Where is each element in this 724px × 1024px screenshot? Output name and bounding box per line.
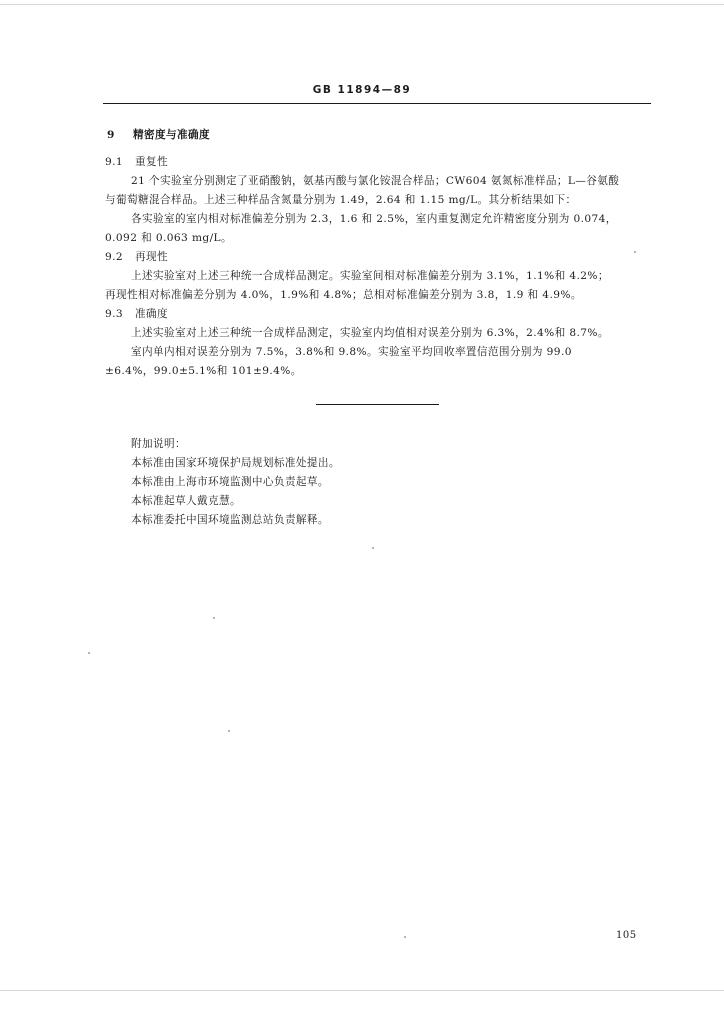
- note-line: 本标准由国家环境保护局规划标准处提出。: [131, 457, 340, 469]
- subsection-9-3-heading: [105, 307, 168, 321]
- subsection-title: 准确度: [135, 308, 168, 320]
- scan-speck: [634, 251, 636, 253]
- scan-edge-top: [0, 4, 724, 5]
- scan-speck: [213, 617, 215, 619]
- notes-title: 附加说明：: [131, 438, 186, 450]
- note-line: 本标准委托中国环境监测总站负责解释。: [131, 514, 329, 526]
- page-number: 105: [616, 930, 637, 941]
- paragraph-line: 室内单内相对误差分别为 7.5%，3.8%和 9.8%。实验室平均回收率置信范围分别为 99.0: [131, 346, 572, 358]
- scan-edge-bottom: [0, 990, 724, 991]
- section-title: 精密度与准确度: [133, 129, 210, 141]
- subsection-number: 9.3: [105, 308, 124, 320]
- section-number: 9: [107, 129, 115, 141]
- paragraph-line: 各实验室的室内相对标准偏差分别为 2.3，1.6 和 2.5%，室内重复测定允许精密度分别为 0.074，: [131, 213, 617, 225]
- subsection-9-2-heading: [105, 250, 168, 264]
- paragraph-line: ±6.4%，99.0±5.1%和 101±9.4%。: [105, 365, 302, 377]
- note-line: 本标准起草人戴克慧。: [131, 495, 241, 507]
- paragraph-line: 0.092 和 0.063 mg/L。: [105, 232, 232, 244]
- scan-speck: [228, 730, 230, 732]
- scan-speck: [88, 652, 90, 654]
- section-divider: [316, 404, 439, 405]
- subsection-number: 9.2: [105, 251, 124, 263]
- note-line: 本标准由上海市环境监测中心负责起草。: [131, 476, 329, 488]
- paragraph-line: 再现性相对标准偏差分别为 4.0%，1.9%和 4.8%；总相对标准偏差分别为 3.8，1.9 和 4.9%。: [105, 289, 582, 301]
- subsection-number: 9.1: [105, 156, 124, 168]
- header-rule: [103, 103, 651, 104]
- paragraph-line: 与葡萄糖混合样品。上述三种样品含氮量分别为 1.49，2.64 和 1.15 mg/L。其分析结果如下：: [105, 194, 577, 206]
- subsection-title: 再现性: [135, 251, 168, 263]
- section-9-heading: [107, 128, 210, 142]
- scan-speck: [372, 547, 374, 549]
- subsection-title: 重复性: [135, 156, 168, 168]
- standard-code-header: GB 11894—89: [312, 84, 412, 96]
- paragraph-line: 21 个实验室分别测定了亚硝酸钠，氨基丙酸与氯化铵混合样品；CW604 氨氮标准样品；L—谷氨酸: [131, 175, 620, 187]
- paragraph-line: 上述实验室对上述三种统一合成样品测定，实验室内均值相对误差分别为 6.3%，2.4%和 8.7%。: [131, 327, 609, 339]
- scan-speck: [404, 936, 406, 938]
- paragraph-line: 上述实验室对上述三种统一合成样品测定。实验室间相对标准偏差分别为 3.1%，1.1%和 4.2%；: [131, 270, 609, 282]
- subsection-9-1-heading: [105, 155, 168, 169]
